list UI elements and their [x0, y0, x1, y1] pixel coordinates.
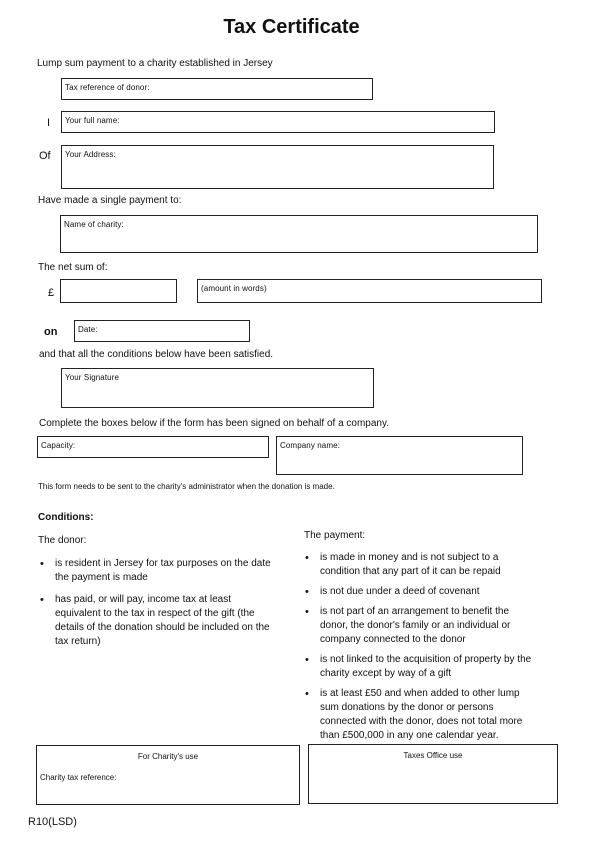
single-payment-text: Have made a single payment to:	[38, 195, 182, 206]
send-notice-text: This form needs to be sent to the charity's administrator when the donation is made.	[38, 482, 335, 491]
charity-use-label: For Charity's use	[137, 752, 199, 761]
donor-conditions-list	[37, 557, 302, 649]
date-label: Date:	[78, 325, 98, 334]
page-title: Tax Certificate	[223, 16, 360, 38]
pound-label: £	[48, 287, 55, 299]
list-item: • is resident in Jersey for tax purposes on the date the payment is made	[37, 557, 302, 585]
list-item: • is at least £50 and when added to other lump sum donations by the donor or persons connected with the donor, does not total more than £500,000 in any one calendar year.	[302, 687, 572, 743]
conditions-heading: Conditions:	[38, 512, 94, 523]
amount-field[interactable]	[60, 279, 177, 303]
signature-label: Your Signature	[65, 373, 120, 382]
list-item: • is not due under a deed of covenant	[302, 585, 572, 599]
form-code: R10(LSD)	[28, 816, 77, 828]
address-field[interactable]	[61, 145, 494, 189]
conditions-satisfied-text: and that all the conditions below have been satisfied.	[39, 349, 274, 360]
tax-reference-label: Tax reference of donor:	[65, 83, 150, 92]
list-item: • is not linked to the acquisition of property by the charity except by way of a gift	[302, 653, 572, 681]
charity-tax-reference-label: Charity tax reference:	[40, 773, 117, 782]
company-name-field[interactable]	[276, 436, 523, 475]
list-item: • is not part of an arrangement to benefit the donor, the donor's family or an individual or company connected to the donor	[302, 605, 572, 647]
intro-text: Lump sum payment to a charity established in Jersey	[37, 58, 273, 69]
company-instructions-text: Complete the boxes below if the form has been signed on behalf of a company.	[39, 418, 390, 429]
net-sum-text: The net sum of:	[38, 262, 108, 273]
payment-conditions-list	[302, 551, 572, 743]
charity-name-label: Name of charity:	[64, 220, 124, 229]
amount-in-words-label: (amount in words)	[201, 284, 267, 293]
tax-reference-field[interactable]	[61, 78, 373, 100]
capacity-field[interactable]	[37, 436, 269, 458]
list-item: • has paid, or will pay, income tax at least equivalent to the tax in respect of the gift (the details of the donation should be included on the tax return)	[37, 593, 302, 649]
charity-name-field[interactable]	[60, 215, 538, 253]
signature-field[interactable]	[61, 368, 374, 408]
taxes-office-use-box[interactable]	[308, 744, 558, 804]
donor-heading: The donor:	[38, 535, 87, 546]
on-label: on	[44, 326, 58, 338]
i-label: I	[47, 117, 51, 129]
payment-heading: The payment:	[304, 530, 366, 541]
charity-use-box[interactable]	[36, 745, 300, 805]
list-item: • is made in money and is not subject to a condition that any part of it can be repaid	[302, 551, 572, 579]
amount-in-words-field[interactable]	[197, 279, 542, 303]
address-label: Your Address:	[65, 150, 116, 159]
taxes-office-use-label: Taxes Office use	[403, 751, 463, 760]
full-name-field[interactable]	[61, 111, 495, 133]
full-name-label: Your full name:	[65, 116, 120, 125]
capacity-label: Capacity:	[41, 441, 76, 450]
company-name-label: Company name:	[280, 441, 340, 450]
date-field[interactable]	[74, 320, 250, 342]
of-label: Of	[39, 150, 51, 162]
